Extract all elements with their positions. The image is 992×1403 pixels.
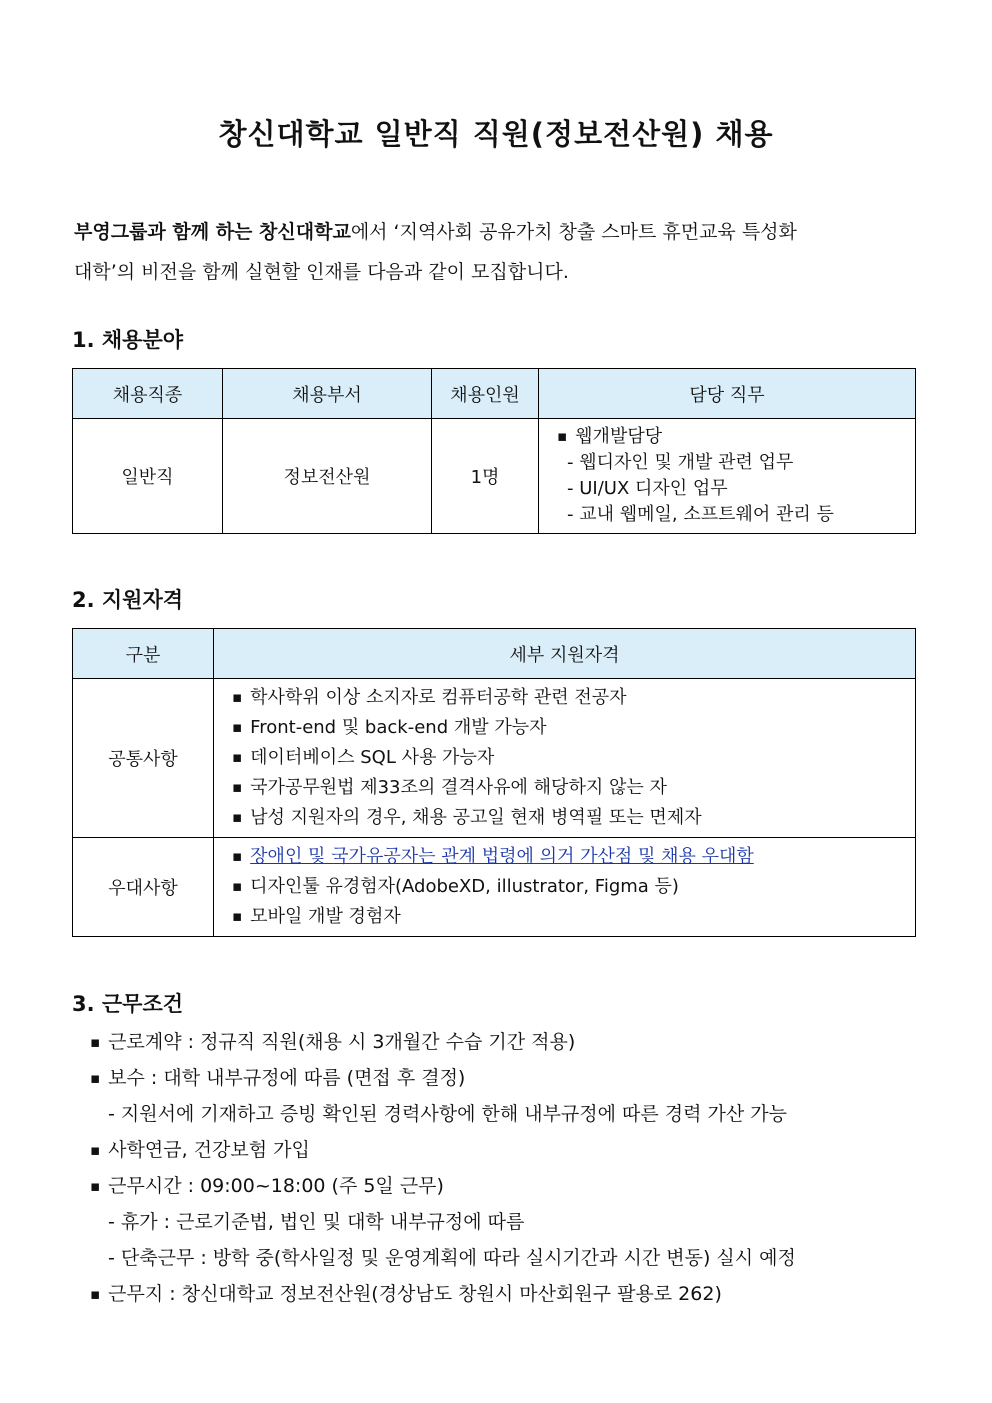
duty-cell	[539, 419, 916, 534]
header-cell: 채용인원	[432, 369, 539, 419]
conditions-list	[90, 1024, 930, 1312]
preference-label: 우대사항	[73, 838, 214, 937]
list-item: ▪ 데이터베이스 SQL 사용 가능자	[232, 743, 915, 773]
page-title: 창신대학교 일반직 직원(정보전산원) 채용	[218, 117, 774, 151]
section2-heading: 2. 지원자격	[72, 588, 184, 612]
dept-cell: 정보전산원	[223, 419, 432, 534]
header-cell: 채용직종	[73, 369, 223, 419]
duty-item: - 교내 웹메일, 소프트웨어 관리 등	[567, 504, 834, 525]
list-item: ▪ 국가공무원법 제33조의 결격사유에 해당하지 않는 자	[232, 773, 915, 803]
list-item: ▪ 사학연금, 건강보험 가입	[90, 1132, 930, 1168]
common-label: 공통사항	[73, 679, 214, 838]
duty-item: - 웹디자인 및 개발 관련 업무	[567, 452, 794, 473]
preference-link[interactable]: 장애인 및 국가유공자는 관계 법령에 의거 가산점 및 채용 우대함	[250, 846, 754, 867]
duty-item: - UI/UX 디자인 업무	[567, 478, 728, 499]
intro-paragraph	[74, 212, 920, 292]
list-item	[232, 842, 915, 872]
list-item: ▪ 근무시간 : 09:00~18:00 (주 5일 근무)	[90, 1168, 930, 1204]
common-list	[214, 679, 916, 838]
preference-list	[214, 838, 916, 937]
table-header-row	[73, 369, 916, 419]
header-cell: 구분	[73, 629, 214, 679]
count-cell: 1명	[432, 419, 539, 534]
intro-line-1-rest: 에서 ‘지역사회 공유가치 창출 스마트 휴먼교육 특성화	[350, 221, 797, 243]
list-item: ▪ Front-end 및 back-end 개발 가능자	[232, 713, 915, 743]
job-type-cell: 일반직	[73, 419, 223, 534]
recruit-field-table	[72, 368, 916, 534]
list-subitem: - 지원서에 기재하고 증빙 확인된 경력사항에 한해 내부규정에 따른 경력 가산 가능	[108, 1103, 787, 1125]
intro-line-2: 대학’의 비전을 함께 실현할 인재를 다음과 같이 모집합니다.	[74, 261, 569, 283]
qualification-table	[72, 628, 916, 937]
table-row	[73, 838, 916, 937]
duty-title: ▪ 웹개발담당	[557, 424, 915, 450]
list-item: ▪ 보수 : 대학 내부규정에 따름 (면접 후 결정)	[90, 1060, 930, 1096]
table-header-row	[73, 629, 916, 679]
list-item: ▪ 학사학위 이상 소지자로 컴퓨터공학 관련 전공자	[232, 683, 915, 713]
section3-heading: 3. 근무조건	[72, 992, 184, 1016]
table-row	[73, 419, 916, 534]
list-item: ▪ 모바일 개발 경험자	[232, 902, 915, 932]
table-row	[73, 679, 916, 838]
list-subitem: - 단축근무 : 방학 중(학사일정 및 운영계획에 따라 실시기간과 시간 변동) 실시 예정	[108, 1247, 796, 1269]
header-cell: 담당 직무	[539, 369, 916, 419]
list-item: ▪ 남성 지원자의 경우, 채용 공고일 현재 병역필 또는 면제자	[232, 803, 915, 833]
list-subitem: - 휴가 : 근로기준법, 법인 및 대학 내부규정에 따름	[108, 1211, 525, 1233]
section1-heading: 1. 채용분야	[72, 328, 184, 352]
list-item: ▪ 디자인툴 유경험자(AdobeXD, illustrator, Figma 등)	[232, 872, 915, 902]
intro-line-1	[74, 212, 920, 252]
header-cell: 세부 지원자격	[214, 629, 916, 679]
header-cell: 채용부서	[223, 369, 432, 419]
list-item: ▪ 근무지 : 창신대학교 정보전산원(경상남도 창원시 마산회원구 팔용로 262)	[90, 1276, 930, 1312]
intro-bold: 부영그룹과 함께 하는 창신대학교	[74, 221, 351, 243]
list-item: ▪ 근로계약 : 정규직 직원(채용 시 3개월간 수습 기간 적용)	[90, 1024, 930, 1060]
